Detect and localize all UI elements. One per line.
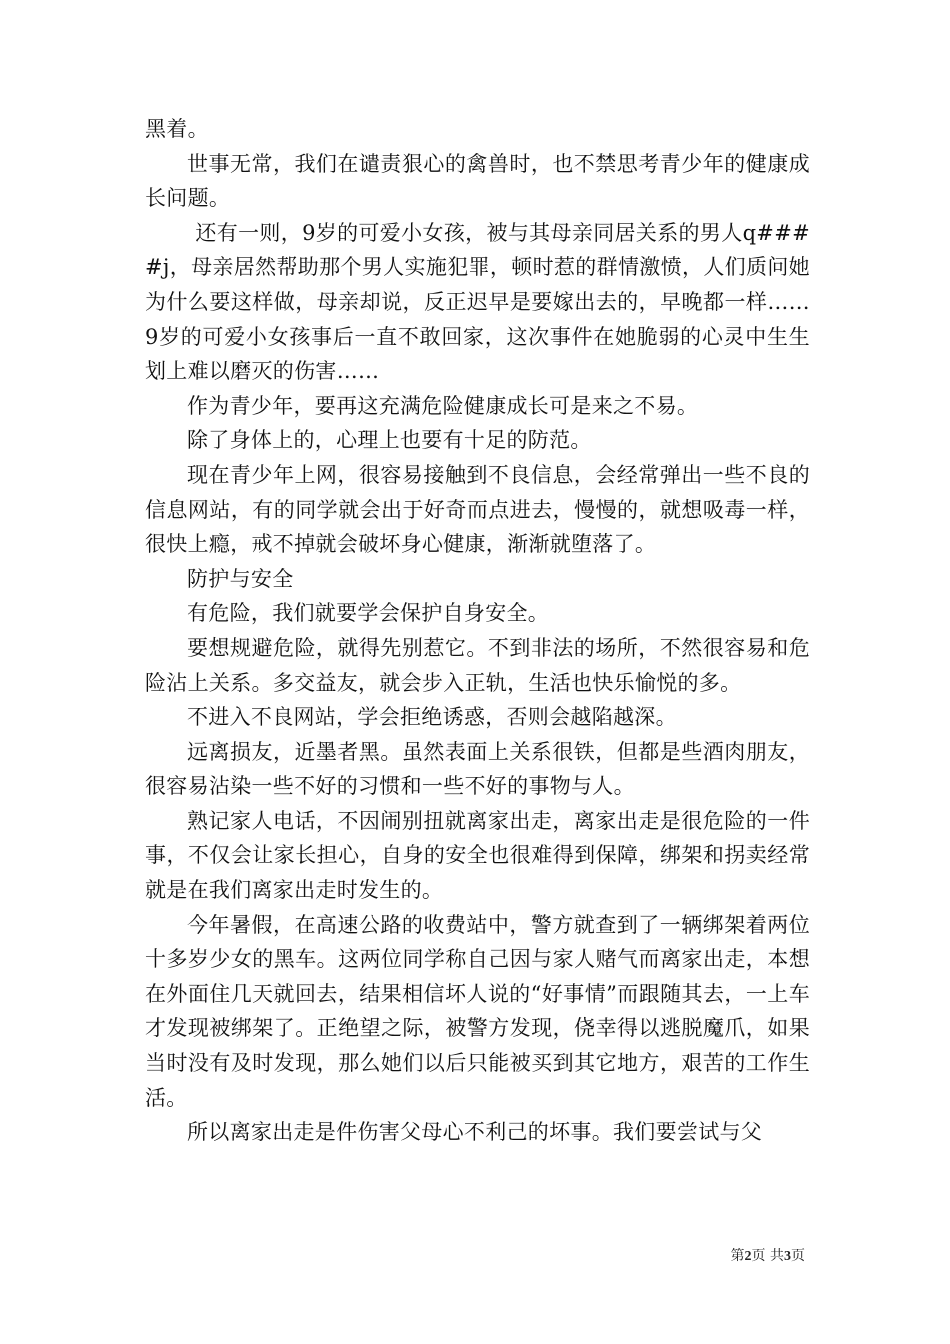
paragraph: 今年暑假，在高速公路的收费站中，警方就查到了一辆绑架着两位十多岁少女的黑车。这两位同学称自己因与家人赌气而离家出走，本想在外面住几天就回去，结果相信坏人说的“好事情”而跟随其去，一上车才发现被绑架了。正绝望之际，被警方发现，侥幸得以逃脱魔爪，如果当时没有及时发现，那么她们以后只能被买到其它地方，艰苦的工作生活。 [145, 912, 810, 1110]
current-page-number: 2 [744, 1249, 752, 1264]
paragraph: 熟记家人电话，不因闹别扭就离家出走，离家出走是很危险的一件事，不仅会让家长担心，自身的安全也很难得到保障，绑架和拐卖经常就是在我们离家出走时发生的。 [145, 808, 810, 903]
paragraph: 不进入不良网站，学会拒绝诱惑，否则会越陷越深。 [187, 705, 677, 730]
page-number-footer [731, 1246, 805, 1267]
paragraph: 现在青少年上网，很容易接触到不良信息，会经常弹出一些不良的信息网站，有的同学就会出于好奇而点进去，慢慢的，就想吸毒一样，很快上瘾，戒不掉就会破坏身心健康，渐渐就堕落了。 [145, 462, 810, 557]
paragraph: 世事无常，我们在谴责狠心的禽兽时，也不禁思考青少年的健康成长问题。 [145, 151, 810, 211]
paragraph: 有危险，我们就要学会保护自身安全。 [187, 601, 550, 626]
paragraph: 远离损友，近墨者黑。虽然表面上关系很铁，但都是些酒肉朋友，很容易沾染一些不好的习惯和一些不好的事物与人。 [145, 739, 810, 799]
document-body [145, 112, 810, 1150]
paragraph: 要想规避危险，就得先别惹它。不到非法的场所，不然很容易和危险沾上关系。多交益友，就会步入正轨，生活也快乐愉悦的多。 [145, 635, 810, 695]
footer-middle: 页 共 [751, 1248, 784, 1264]
paragraph: 还有一则，9岁的可爱小女孩，被与其母亲同居关系的男人q####j，母亲居然帮助那个男人实施犯罪，顿时惹的群情激愤，人们质问她为什么要这样做，母亲却说，反正迟早是要嫁出去的，早晚都一样……9岁的可爱小女孩事后一直不敢回家，这次事件在她脆弱的心灵中生生划上难以磨灭的伤害…… [145, 220, 810, 384]
paragraph: 作为青少年，要再这充满危险健康成长可是来之不易。 [187, 393, 699, 418]
paragraph: 所以离家出走是件伤害父母心不利己的坏事。我们要尝试与父 [187, 1120, 763, 1145]
footer-prefix: 第 [730, 1248, 745, 1264]
section-heading: 防护与安全 [187, 566, 294, 591]
total-page-number: 3 [784, 1249, 791, 1264]
footer-suffix: 页 [791, 1248, 805, 1264]
paragraph-continuation: 黑着。 [145, 117, 209, 141]
paragraph: 除了身体上的，心理上也要有十足的防范。 [187, 428, 592, 453]
